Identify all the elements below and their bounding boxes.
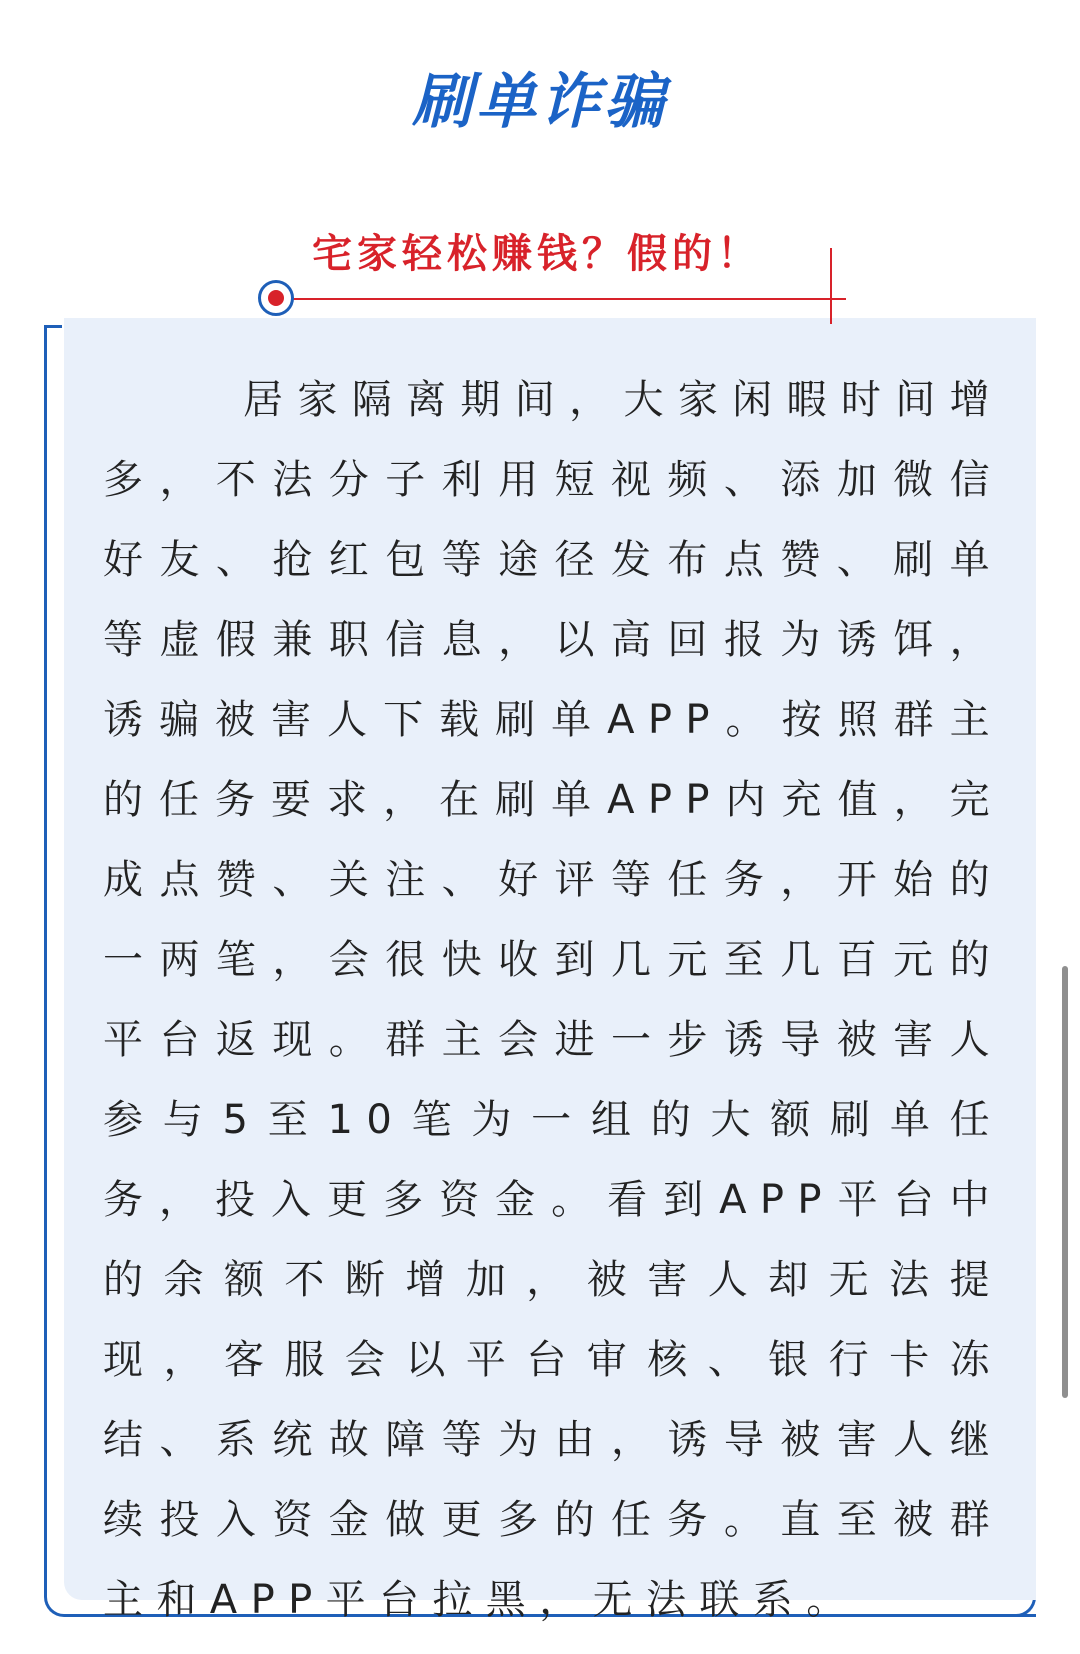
article-paragraph: 居家隔离期间，大家闲暇时间增多，不法分子利用短视频、添加微信好友、抢红包等途径发布点赞、刷单等虚假兼职信息，以高回报为诱饵，诱骗被害人下载刷单APP。按照群主的任务要求，在刷单APP内充值，完成点赞、关注、好评等任务，开始的一两笔，会很快收到几元至几百元的平台返现。群主会进一步诱导被害人参与5至10笔为一组的大额刷单任务，投入更多资金。看到APP平台中的余额不断增加，被害人却无法提现，客服会以平台审核、银行卡冻结、系统故障等为由，诱导被害人继续投入资金做更多的任务。直至被群主和APP平台拉黑，无法联系。 (103, 377, 1003, 1623)
frame-top-tick (44, 325, 62, 328)
section-subtitle: 宅家轻松赚钱？假的！ (312, 231, 762, 277)
page-title: 刷单诈骗 (412, 67, 668, 137)
target-dot-icon (258, 280, 294, 316)
subtitle-vertical-line (830, 248, 832, 324)
subtitle-underline (292, 298, 846, 300)
scrollbar-thumb[interactable] (1062, 966, 1068, 1398)
